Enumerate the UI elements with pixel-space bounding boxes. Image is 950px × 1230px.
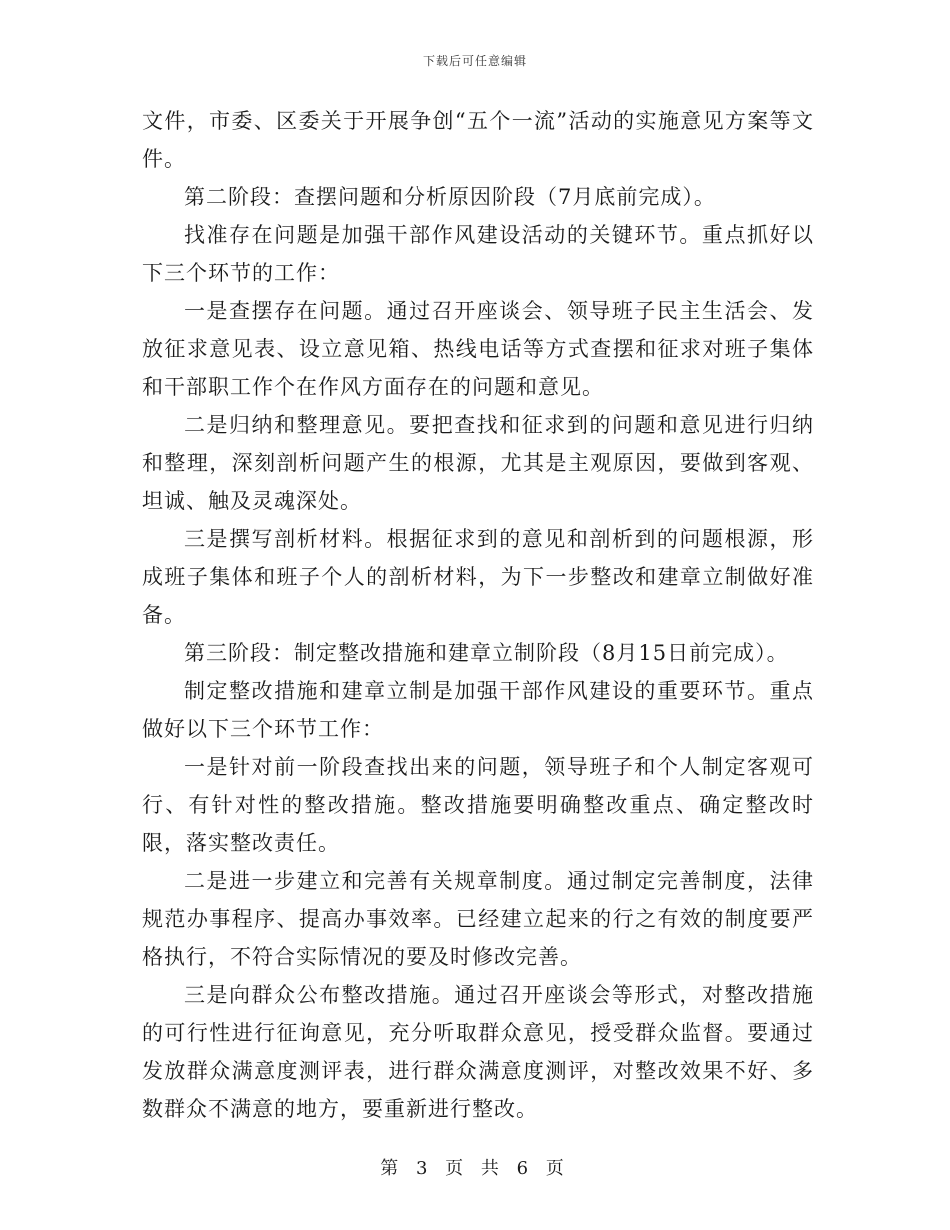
- paragraph: 三是撰写剖析材料。根据征求到的意见和剖析到的问题根源，形成班子集体和班子个人的剖析材料，为下一步整改和建章立制做好准备。: [142, 527, 814, 627]
- paragraph: 一是查摆存在问题。通过召开座谈会、领导班子民主生活会、发放征求意见表、设立意见箱、热线电话等方式查摆和征求对班子集体和干部职工作个在作风方面存在的问题和意见。: [142, 299, 814, 399]
- section-heading: 第二阶段：查摆问题和分析原因阶段（7月底前完成）。: [184, 185, 716, 209]
- paragraph: 文件，市委、区委关于开展争创“五个一流”活动的实施意见方案等文件。: [142, 109, 814, 171]
- document-body: [142, 102, 814, 1128]
- paragraph: 二是进一步建立和完善有关规章制度。通过制定完善制度，法律规范办事程序、提高办事效率。已经建立起来的行之有效的制度要严格执行，不符合实际情况的要及时修改完善。: [142, 869, 814, 969]
- section-heading: 第三阶段：制定整改措施和建章立制阶段（8月15日前完成）。: [184, 641, 789, 665]
- paragraph: 一是针对前一阶段查找出来的问题，领导班子和个人制定客观可行、有针对性的整改措施。整改措施要明确整改重点、确定整改时限，落实整改责任。: [142, 755, 814, 855]
- paragraph: 制定整改措施和建章立制是加强干部作风建设的重要环节。重点做好以下三个环节工作：: [142, 679, 814, 741]
- page-header: 下载后可任意编辑: [422, 54, 527, 68]
- paragraph: 三是向群众公布整改措施。通过召开座谈会等形式，对整改措施的可行性进行征询意见，充分听取群众意见，授受群众监督。要通过发放群众满意度测评表，进行群众满意度测评，对整改效果不好、多数群众不满意的地方，要重新进行整改。: [142, 983, 814, 1121]
- paragraph: 二是归纳和整理意见。要把查找和征求到的问题和意见进行归纳和整理，深刻剖析问题产生的根源，尤其是主观原因，要做到客观、坦诚、触及灵魂深处。: [142, 413, 814, 513]
- page-number: 第 3 页 共 6 页: [380, 1158, 570, 1179]
- paragraph: 找准存在问题是加强干部作风建设活动的关键环节。重点抓好以下三个环节的工作：: [142, 223, 814, 285]
